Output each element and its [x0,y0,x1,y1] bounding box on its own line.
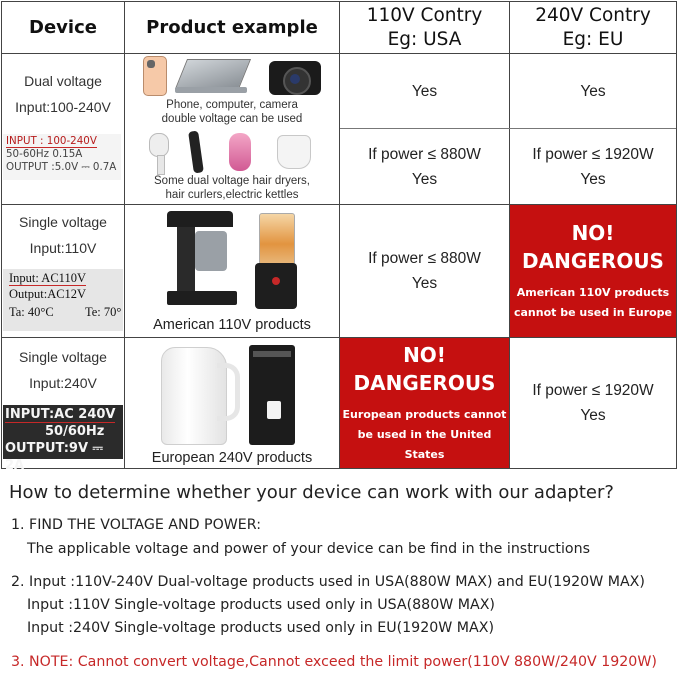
row2-device-line1: Single voltage [19,214,107,230]
row3-device-line1: Single voltage [19,349,107,365]
row2-spec-label [3,269,123,331]
instructions-step1-detail: The applicable voltage and power of your device can be find in the instructions [27,541,590,557]
blender-base [255,263,297,309]
header-product [125,2,339,53]
row3-device-line2: Input:240V [29,375,97,391]
row1-240v-b [510,129,676,204]
row1-240v-b-line1: If power ≤ 1920W [532,145,654,163]
coffee-machine-image [249,345,295,445]
row3-240v-line1: If power ≤ 1920W [532,382,654,399]
row3-240v [510,338,676,468]
row3-danger-title1: NO! [403,343,446,367]
row1-device-line1: Dual voltage [24,73,102,89]
row1-110v-b-line1: If power ≤ 880W [368,145,481,163]
blender-image [259,213,295,265]
row2-danger-text1: American 110V products [516,286,670,299]
row1-caption-a-line2: double voltage can be used [161,113,303,125]
row1-spec-line1: INPUT : 100-240V [6,135,97,147]
row2-spec-line4: Te: 70° [85,305,122,319]
row3-caption [125,447,339,469]
row1-device [2,61,124,127]
row3-spec-line2: 50/60Hz [45,424,105,439]
row1-spec-line2: 50-60Hz 0.15A [6,148,83,160]
row1-240v-b-line2: Yes [580,170,606,188]
row3-spec-line1: INPUT:AC 240V [5,407,116,422]
row1-spec-line3: OUTPUT :5.0V ⎓ 0.7A [6,161,117,173]
row1-caption-a [125,97,339,127]
header-240v-line1: 240V Contry [535,4,651,26]
row1-device-line2: Input:100-240V [15,99,111,115]
row1-240v-a-value: Yes [580,82,606,100]
row3-110v-danger [340,338,509,468]
camera-image [269,61,321,95]
row2-danger-title1: NO! [571,221,615,245]
instructions-step2-b: Input :110V Single-voltage products used only in USA(880W MAX) [27,597,495,613]
row2-caption-text: American 110V products [153,317,311,333]
instructions-step2: 2. Input :110V-240V Dual-voltage products used in USA(880W MAX) and EU(1920W MAX) [11,574,645,590]
kettle-240v-handle [217,363,240,421]
row3-danger-text2: be used in the United States [357,428,492,461]
row2-240v-danger [510,205,676,337]
hair-curler-image [188,131,204,174]
header-240v-line2: Eg: EU [562,28,624,50]
row1-110v-a-value: Yes [411,82,438,100]
steamer-image [229,133,251,171]
row1-110v-b-line2: Yes [411,170,438,188]
comparison-table [1,1,677,473]
row3-danger-text1: European products cannot [342,408,507,421]
hair-dryer-image [149,133,169,157]
grid-line [676,1,677,469]
row2-110v-line2: Yes [411,275,438,292]
row3-device [2,341,124,399]
row2-110v-line1: If power ≤ 880W [368,250,481,267]
row2-110v [340,205,509,337]
instructions-step2-c: Input :240V Single-voltage products used only in EU(1920W MAX) [27,620,494,636]
row3-240v-line2: Yes [580,407,606,424]
row1-caption-b-line1: Some dual voltage hair dryers, [154,175,310,187]
coffee-maker-base [167,291,237,305]
header-110v [340,2,509,53]
grid-line [124,1,125,469]
hair-dryer-handle [157,155,165,175]
row1-spec-label [3,134,121,180]
row1-240v-a [510,54,676,128]
header-product-label: Product example [146,16,318,38]
laptop-base [175,87,247,93]
row2-device [2,207,124,263]
row2-spec-line3: Ta: 40°C [9,305,54,319]
instructions-note: 3. NOTE: Cannot convert voltage,Cannot exceed the limit power(110V 880W/240V 1920W) [11,654,657,670]
phone-image [143,56,167,96]
coffee-maker-image [167,211,233,227]
kettle-image [277,135,311,169]
row1-110v-b [340,129,509,204]
row3-spec-line3: OUTPUT:9V ⎓ 2A [5,441,103,473]
row2-spec-line2: Output:AC12V [9,287,87,301]
row2-spec-line1: Input: AC110V [9,271,86,285]
instructions-step1: 1. FIND THE VOLTAGE AND POWER: [11,517,261,533]
row1-110v-a [340,54,509,128]
row1-caption-b-line2: hair curlers,electric kettles [165,189,299,201]
header-240v [510,2,676,53]
laptop-image [175,59,251,89]
header-110v-line2: Eg: USA [387,28,462,50]
coffee-maker-body [177,227,195,291]
row2-danger-title2: DANGEROUS [522,249,664,273]
header-110v-line1: 110V Contry [366,4,483,26]
row2-danger-text2: cannot be used in Europe [513,306,673,319]
row3-danger-title2: DANGEROUS [353,371,496,395]
header-device-label: Device [29,16,97,38]
row2-caption [125,313,339,337]
row1-caption-b [125,173,339,203]
row3-caption-text: European 240V products [151,450,313,466]
row3-spec-label [3,405,123,473]
instructions-question: How to determine whether your device can work with our adapter? [9,482,614,503]
coffee-maker-carafe [195,231,227,271]
row2-device-line2: Input:110V [29,240,97,256]
header-device [2,2,124,53]
row1-caption-a-line1: Phone, computer, camera [166,99,298,111]
